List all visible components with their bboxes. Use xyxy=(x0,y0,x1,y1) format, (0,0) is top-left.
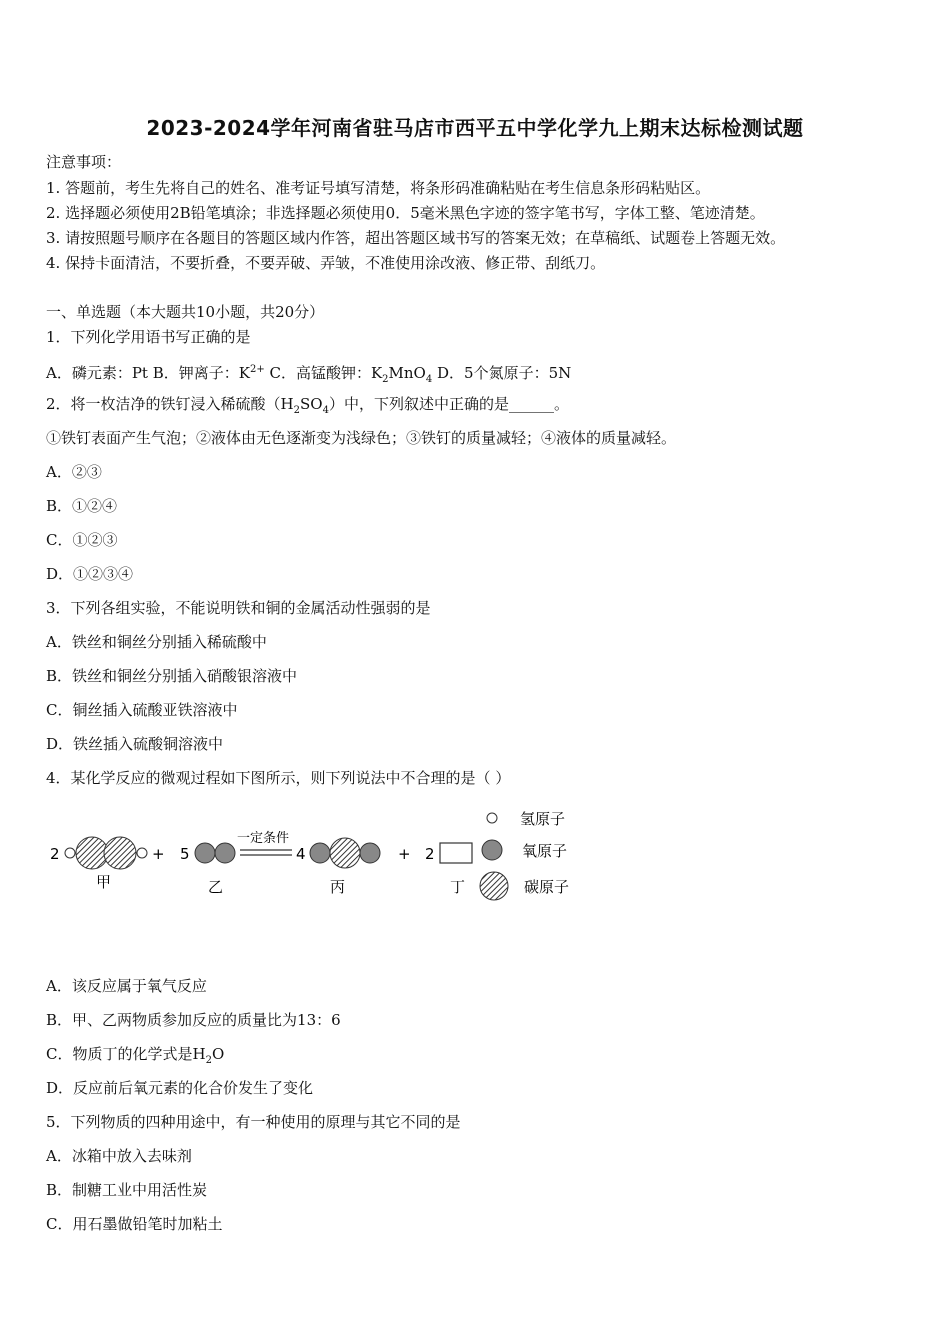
plus-sign: + xyxy=(152,845,165,863)
label-jia: 甲 xyxy=(96,873,112,891)
question-4-option-a: A．该反应属于氧气反应 xyxy=(46,977,207,995)
notice-heading: 注意事项： xyxy=(46,153,122,171)
question-2-statements: ①铁钉表面产生气泡；②液体由无色逐渐变为浅绿色；③铁钉的质量减轻；④液体的质量减轻。 xyxy=(46,429,677,447)
oxygen-atom-icon xyxy=(215,843,235,863)
question-3-option-c: C．铜丝插入硫酸亚铁溶液中 xyxy=(46,701,238,719)
legend-oxygen: 氧原子 xyxy=(522,842,568,860)
question-1-stem: 1．下列化学用语书写正确的是 xyxy=(46,328,251,346)
page-title: 2023-2024学年河南省驻马店市西平五中学化学九上期末达标检测试题 xyxy=(146,116,804,140)
label-yi: 乙 xyxy=(208,878,224,896)
notice-item-2: 2. 选择题必须使用2B铅笔填涂；非选择题必须使用0．5毫米黑色字迹的签字笔书写，字体工整、笔迹清楚。 xyxy=(46,204,765,222)
question-2-option-a: A．②③ xyxy=(46,463,102,481)
hydrogen-atom-icon xyxy=(487,813,497,823)
question-2-option-b: B．①②④ xyxy=(46,497,118,515)
coef-ding: 2 xyxy=(425,845,435,863)
oxygen-atom-icon xyxy=(360,843,380,863)
question-3-option-b: B．铁丝和铜丝分别插入硝酸银溶液中 xyxy=(46,667,298,685)
coef-jia: 2 xyxy=(50,845,60,863)
question-4-option-c: C．物质丁的化学式是$H_2O$ xyxy=(46,1045,225,1066)
question-4-option-d: D．反应前后氧元素的化合价发生了变化 xyxy=(46,1079,314,1097)
question-5-option-a: A．冰箱中放入去味剂 xyxy=(46,1147,192,1165)
unknown-box-icon xyxy=(440,843,472,863)
carbon-atom-icon xyxy=(480,872,508,900)
oxygen-atom-icon xyxy=(195,843,215,863)
section-heading: 一、单选题（本大题共10小题，共20分） xyxy=(46,303,325,321)
question-5-stem: 5．下列物质的四种用途中，有一种使用的原理与其它不同的是 xyxy=(46,1113,461,1131)
question-5-option-b: B．制糖工业中用活性炭 xyxy=(46,1181,208,1199)
oxygen-atom-icon xyxy=(310,843,330,863)
carbon-atom-icon xyxy=(76,837,108,869)
question-1-options: A．磷元素：Pt B．钾离子：$K^{2+}$ C．高锰酸钾：$K_2MnO_4$ D．5个氮原子：5N xyxy=(46,364,572,385)
carbon-atom-icon xyxy=(104,837,136,869)
plus-sign: + xyxy=(398,845,411,863)
label-bing: 丙 xyxy=(330,878,346,896)
question-2-option-d: D．①②③④ xyxy=(46,565,134,583)
reaction-condition: 一定条件 xyxy=(237,831,290,846)
oxygen-atom-icon xyxy=(482,840,502,860)
question-3-stem: 3．下列各组实验，不能说明铁和铜的金属活动性强弱的是 xyxy=(46,599,431,617)
hydrogen-atom-icon xyxy=(65,848,75,858)
question-3-option-d: D．铁丝插入硫酸铜溶液中 xyxy=(46,735,224,753)
question-3-option-a: A．铁丝和铜丝分别插入稀硫酸中 xyxy=(46,633,267,651)
notice-item-3: 3. 请按照题号顺序在各题目的答题区域内作答，超出答题区域书写的答案无效；在草稿纸、试题卷上答题无效。 xyxy=(46,229,786,247)
question-4-stem: 4．某化学反应的微观过程如下图所示，则下列说法中不合理的是（ ） xyxy=(46,769,511,787)
question-4-option-b: B．甲、乙两物质参加反应的质量比为13：6 xyxy=(46,1011,341,1029)
legend-carbon: 碳原子 xyxy=(524,878,570,896)
notice-item-4: 4. 保持卡面清洁，不要折叠，不要弄破、弄皱，不准使用涂改液、修正带、刮纸刀。 xyxy=(46,254,606,272)
question-2-stem: 2．将一枚洁净的铁钉浸入稀硫酸$(H_2SO_4)$中，下列叙述中正确的是______。 xyxy=(46,395,569,416)
notice-item-1: 1. 答题前，考生先将自己的姓名、准考证号填写清楚，将条形码准确粘贴在考生信息条形码粘贴区。 xyxy=(46,179,711,197)
legend-hydrogen: 氢原子 xyxy=(520,810,566,828)
coef-bing: 4 xyxy=(296,845,306,863)
label-ding: 丁 xyxy=(450,878,466,896)
carbon-atom-icon xyxy=(330,838,360,868)
coef-yi: 5 xyxy=(180,845,190,863)
hydrogen-atom-icon xyxy=(137,848,147,858)
question-5-option-c: C．用石墨做铅笔时加粘土 xyxy=(46,1215,223,1233)
question-2-option-c: C．①②③ xyxy=(46,531,118,549)
reaction-diagram xyxy=(40,800,600,910)
